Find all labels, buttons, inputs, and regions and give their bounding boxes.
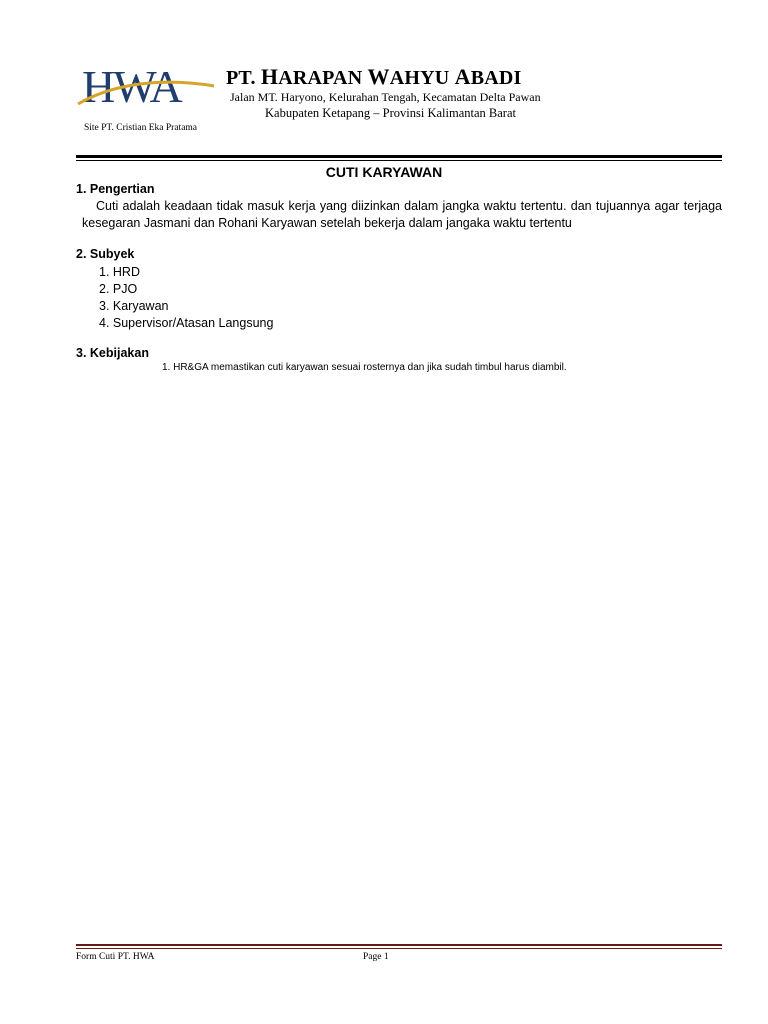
document-title: CUTI KARYAWAN [325, 164, 443, 180]
policy-item: 1. HR&GA memastikan cuti karyawan sesuai rosternya dan jika sudah timbul harus diambil. [162, 362, 567, 373]
company-logo [76, 60, 216, 126]
section-heading-kebijakan: 3. Kebijakan [76, 346, 149, 360]
address-line-1: Jalan MT. Haryono, Kelurahan Tengah, Kecamatan Delta Pawan [230, 90, 541, 104]
list-item: 1. HRD [99, 265, 140, 279]
header-divider-thin [76, 160, 722, 161]
section-heading-pengertian: 1. Pengertian [76, 182, 155, 196]
section-text-pengertian: Cuti adalah keadaan tidak masuk kerja yang diizinkan dalam jangka waktu tertentu. dan tujuannya agar terjaga kesegaran Jasmani dan Rohani Karyawan setelah bekerja dalam jangaka waktu tertentu [82, 199, 722, 230]
subyek-list [99, 264, 273, 332]
list-item: 3. Karyawan [99, 299, 169, 313]
site-label: Site PT. Cristian Eka Pratama [84, 123, 198, 133]
footer-divider-thin [76, 948, 722, 949]
list-item: 2. PJO [99, 282, 138, 296]
header-divider-thick [76, 155, 722, 158]
footer-divider-thick [76, 944, 722, 946]
address-line-2: Kabupaten Ketapang – Provinsi Kalimantan Barat [265, 106, 516, 120]
logo-swoosh [76, 60, 216, 126]
logo-text: HWA [82, 61, 181, 112]
page-number: Page 1 [363, 952, 389, 962]
section-heading-subyek: 2. Subyek [76, 247, 135, 261]
footer-form-label: Form Cuti PT. HWA [76, 952, 155, 962]
list-item: 4. Supervisor/Atasan Langsung [99, 316, 274, 330]
company-name: PT. HARAPAN WAHYU ABADI [226, 64, 522, 89]
